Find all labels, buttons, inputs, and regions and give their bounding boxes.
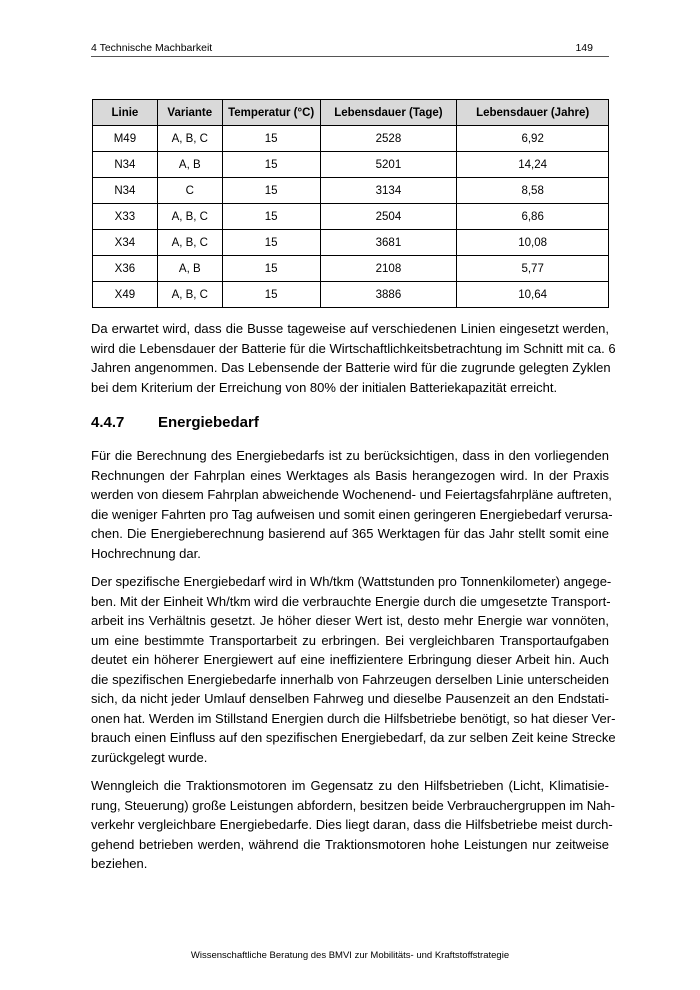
table-cell: 15 [222, 230, 320, 256]
text-line: Wenngleich die Traktionsmotoren im Gegensatz zu den Hilfsbetrieben (Licht, Klimatisie- [91, 778, 609, 793]
text-line: verkehr vergleichbare Energiebedarfe. Dies liegt daran, dass die Hilfsbetriebe meist durch- [91, 817, 613, 832]
table-cell: A, B, C [157, 230, 222, 256]
table-cell: 14,24 [457, 152, 609, 178]
text-line: Rechnungen der Fahrplan eines Werktages als Basis herangezogen wird. In der Praxis [91, 467, 609, 483]
page-header [91, 42, 609, 57]
text-line: Für die Berechnung des Energiebedarfs ist zu berücksichtigen, dass in den vorliegenden [91, 448, 609, 463]
table-cell: A, B [157, 152, 222, 178]
text-line: bei dem Kriterium der Erreichung von 80% der initialen Batteriekapazität erreicht. [91, 379, 558, 395]
table-cell: 5201 [320, 152, 457, 178]
text-line: Da erwartet wird, dass die Busse tageweise auf verschiedenen Linien eingesetzt werden, [91, 321, 609, 336]
table-cell: 15 [222, 152, 320, 178]
column-header-lebensdauer-tage: Lebensdauer (Tage) [320, 100, 457, 126]
table-cell: A, B [157, 256, 222, 282]
section-heading [91, 414, 609, 432]
text-line: deutet ein höherer Energiewert auf eine ineffizientere Erbringung dieser Arbeit hin. Auch [91, 652, 609, 667]
table-cell: 10,64 [457, 282, 609, 308]
table-cell: 2528 [320, 126, 457, 152]
paragraph-energy-calculation [91, 446, 613, 563]
table-cell: 15 [222, 204, 320, 230]
text-line: sich, da nicht jeder Umlauf denselben Fahrweg und dieselbe Pausenzeit an den Endstati- [91, 691, 609, 706]
table-cell: C [157, 178, 222, 204]
table-row [93, 282, 609, 308]
table-row [93, 178, 609, 204]
text-line: die weniger Fahrten pro Tag aufweisen und somit einen geringeren Energiebedarf verursa- [91, 506, 613, 522]
paragraph-traction-motors [91, 776, 615, 874]
table-cell: A, B, C [157, 126, 222, 152]
text-line: arbeit ins Verhältnis gesetzt. Je höher dieser Wert ist, desto mehr Energie war vonnöten, [91, 613, 609, 628]
table-cell: 6,92 [457, 126, 609, 152]
table-cell: 3681 [320, 230, 457, 256]
table-cell: 2108 [320, 256, 457, 282]
text-line: wird die Lebensdauer der Batterie für die Wirtschaftlichkeitsbetrachtung im Schnitt mit ca. 6 [91, 340, 616, 356]
table-header-row [93, 100, 609, 126]
table-row [93, 152, 609, 178]
table-cell: X34 [93, 230, 158, 256]
text-line: um eine bestimmte Transportarbeit zu erbringen. Bei vergleichbaren Transportaufgaben [91, 632, 609, 648]
text-line: Jahren angenommen. Das Lebensende der Batterie wird für die zugrunde gelegten Zyklen [91, 360, 611, 375]
table-cell: N34 [93, 152, 158, 178]
text-line: Hochrechnung dar. [91, 545, 201, 561]
text-line: werden von diesem Fahrplan abweichende Wochenend- und Feiertagsfahrpläne auftreten, [91, 487, 612, 502]
text-line: beziehen. [91, 856, 148, 871]
text-line: rung, Steuerung) große Leistungen abfordern, besitzen beide Verbrauchergruppen im Nah- [91, 797, 615, 813]
column-header-lebensdauer-jahre: Lebensdauer (Jahre) [457, 100, 609, 126]
table-row [93, 126, 609, 152]
table-cell: X36 [93, 256, 158, 282]
table-cell: 15 [222, 282, 320, 308]
table-cell: N34 [93, 178, 158, 204]
text-line: onen hat. Werden im Stillstand Energien durch die Hilfsbetriebe benötigt, so hat dieser Ver- [91, 710, 616, 726]
table-cell: X33 [93, 204, 158, 230]
table-cell: A, B, C [157, 282, 222, 308]
page-number: 149 [575, 42, 593, 54]
table-cell: A, B, C [157, 204, 222, 230]
table-cell: 8,58 [457, 178, 609, 204]
paragraph-battery-lifetime [91, 319, 616, 397]
table-row [93, 230, 609, 256]
table-cell: X49 [93, 282, 158, 308]
table-cell: 3886 [320, 282, 457, 308]
table-row [93, 256, 609, 282]
column-header-linie: Linie [93, 100, 158, 126]
column-header-variante: Variante [157, 100, 222, 126]
table-cell: 5,77 [457, 256, 609, 282]
chapter-title: 4 Technische Machbarkeit [91, 42, 213, 54]
text-line: chen. Die Energieberechnung basierend auf 365 Werktagen für das Jahr stellt somit eine [91, 526, 609, 541]
section-title: Energiebedarf [158, 414, 259, 431]
table-cell: 3134 [320, 178, 457, 204]
section-number: 4.4.7 [91, 414, 125, 431]
table-cell: 6,86 [457, 204, 609, 230]
text-line: ben. Mit der Einheit Wh/tkm wird die verbrauchte Energie durch die umgesetzte Transport- [91, 593, 611, 609]
paragraph-specific-energy [91, 572, 616, 767]
text-line: Der spezifische Energiebedarf wird in Wh/tkm (Wattstunden pro Tonnenkilometer) angege- [91, 574, 612, 589]
column-header-temperatur: Temperatur (°C) [222, 100, 320, 126]
text-line: zurückgelegt wurde. [91, 749, 208, 765]
table-cell: 15 [222, 126, 320, 152]
text-line: die spezifischen Energiebedarfe innerhalb von Fahrzeugen derselben Linie unterscheiden [91, 671, 609, 687]
battery-lifetime-table [92, 99, 609, 308]
table-cell: M49 [93, 126, 158, 152]
table-cell: 2504 [320, 204, 457, 230]
table-cell: 15 [222, 256, 320, 282]
table-row [93, 204, 609, 230]
page-footer: Wissenschaftliche Beratung des BMVI zur Mobilitäts- und Kraftstoffstrategie [190, 950, 510, 961]
table-cell: 10,08 [457, 230, 609, 256]
text-line: gehend betrieben werden, während die Traktionsmotoren hohe Leistungen nur zeitweise [91, 836, 609, 852]
table-cell: 15 [222, 178, 320, 204]
text-line: brauch einen Einfluss auf den spezifischen Energiebedarf, da zur selben Zeit keine Strecke [91, 730, 616, 745]
